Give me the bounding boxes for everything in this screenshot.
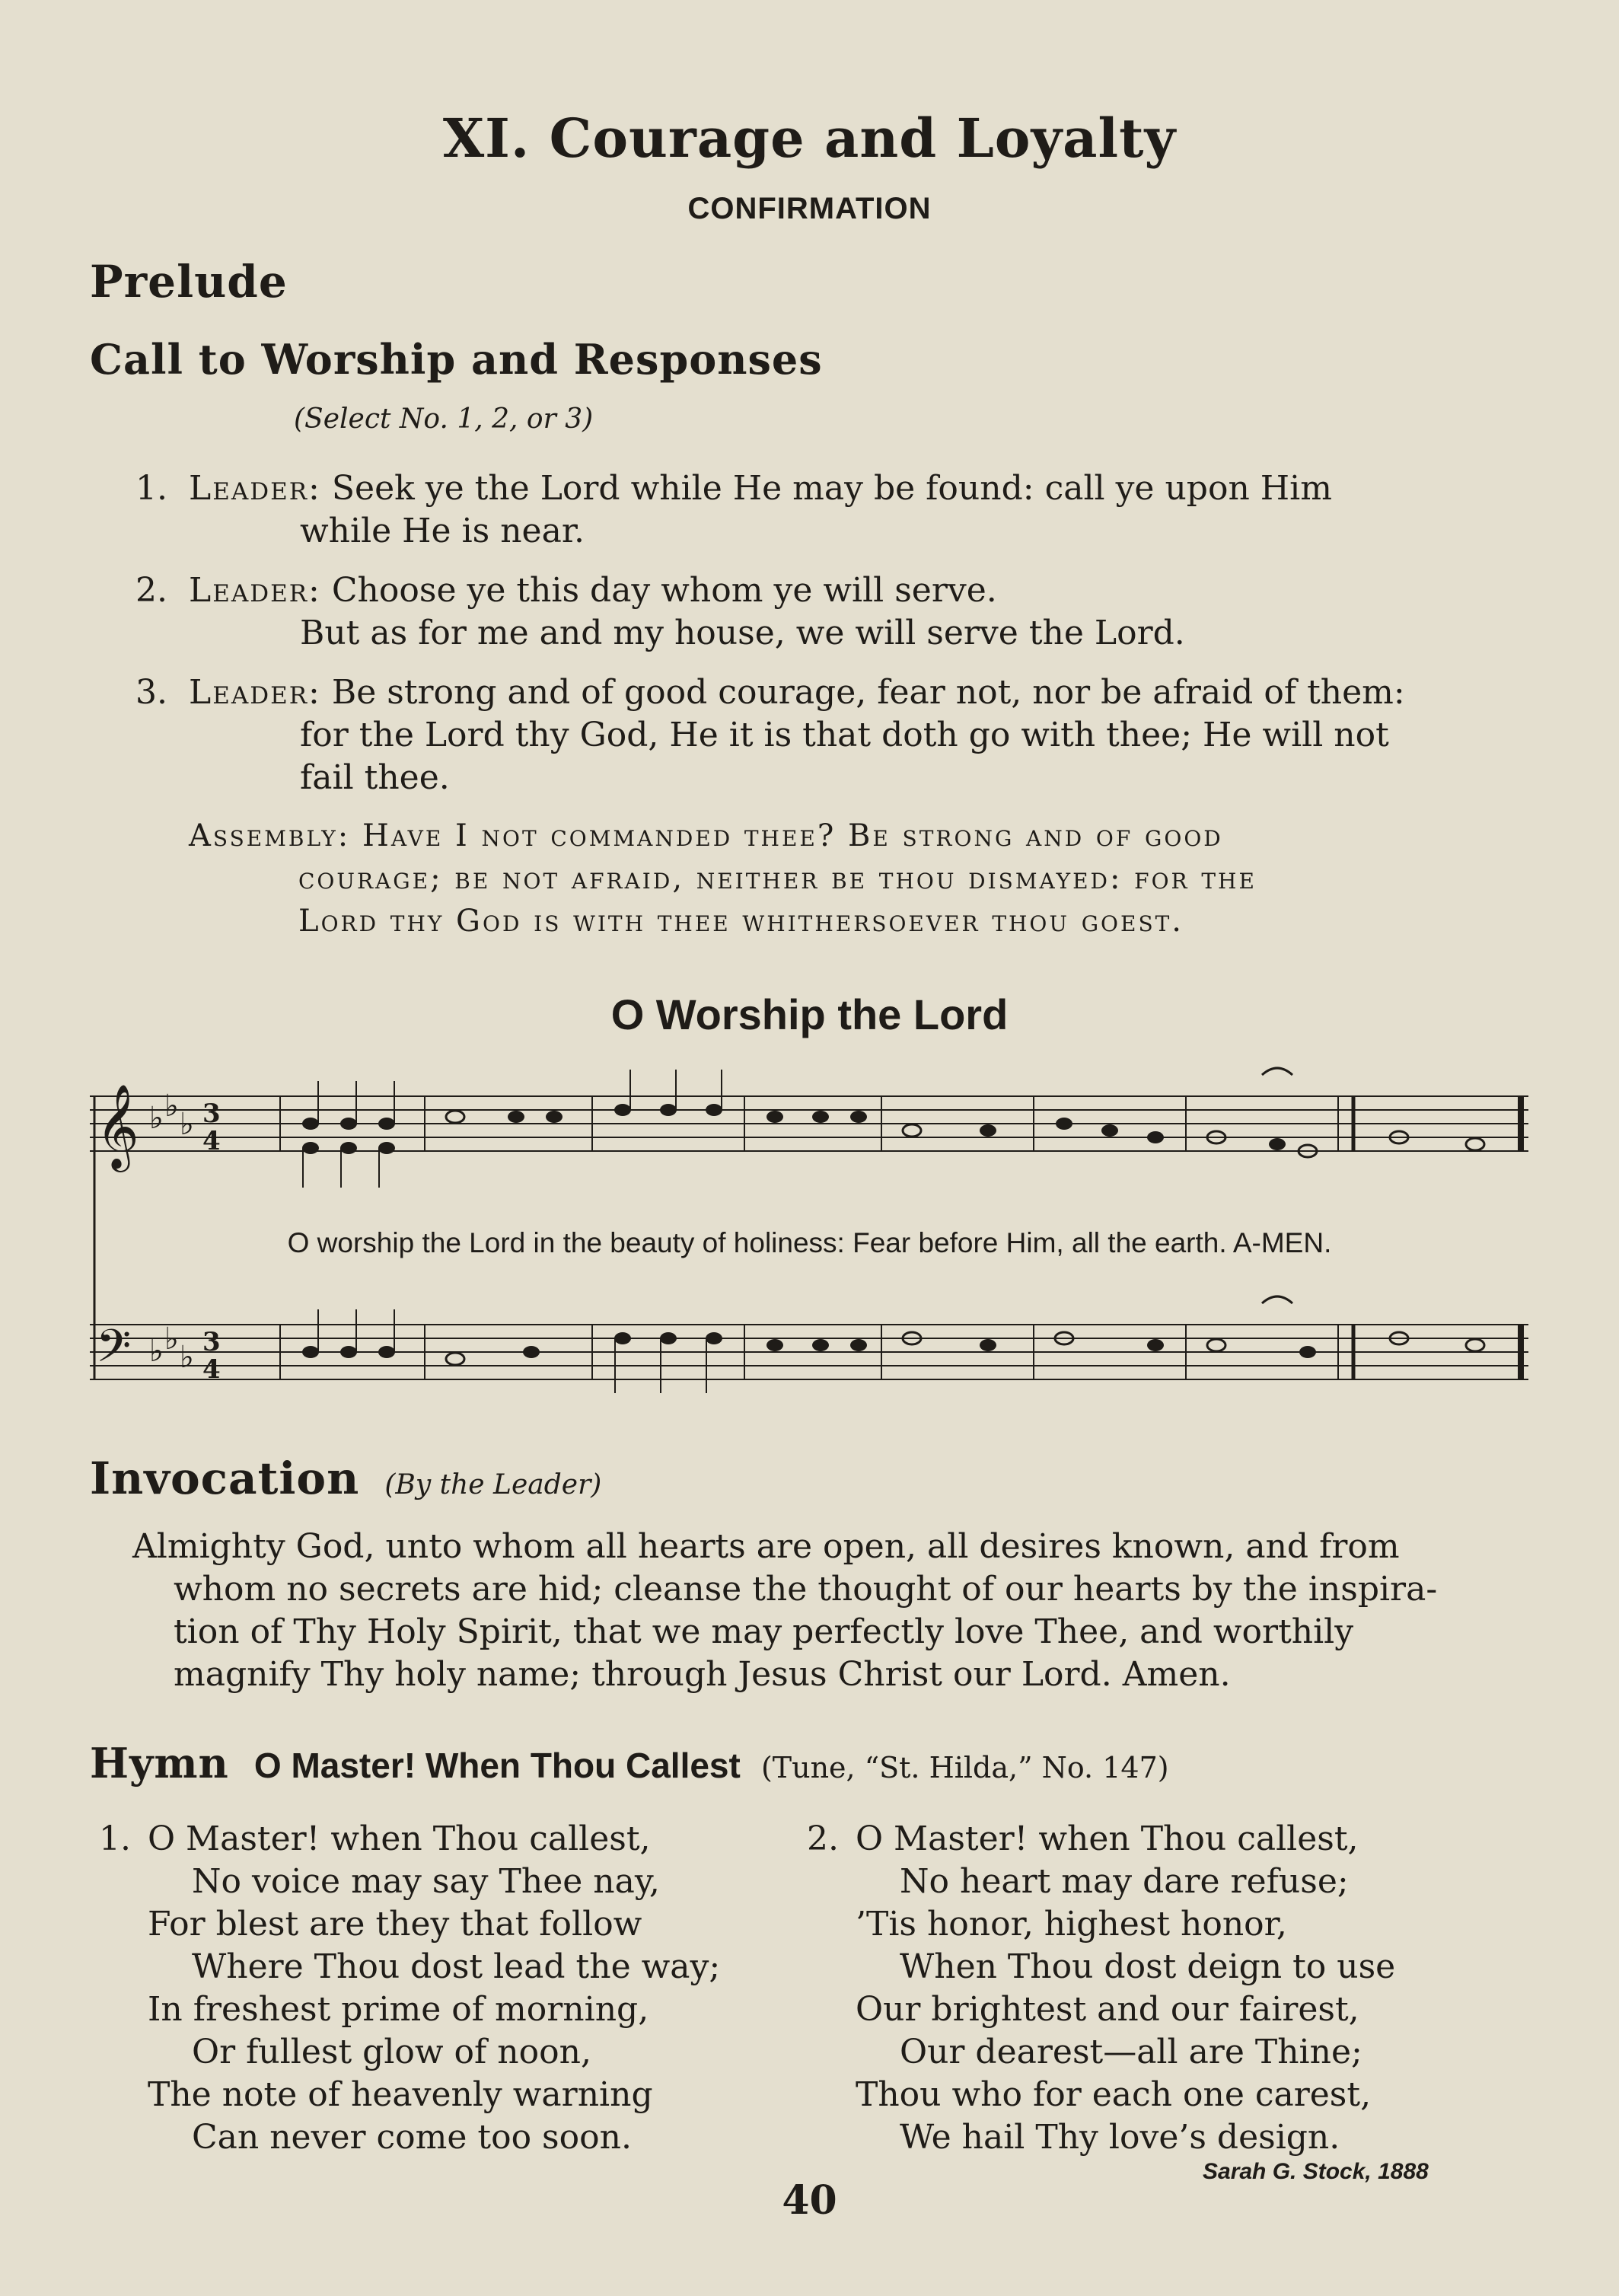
response-3 xyxy=(135,671,1544,799)
svg-text:4: 4 xyxy=(202,1126,221,1156)
svg-text:3: 3 xyxy=(202,1327,221,1357)
prelude-heading: Prelude xyxy=(90,256,288,308)
bass-clef: 𝄢 xyxy=(96,1319,132,1383)
svg-text:♭: ♭ xyxy=(149,1334,164,1369)
svg-text:♭: ♭ xyxy=(164,1322,179,1357)
verse-line: Or fullest glow of noon, xyxy=(192,2033,591,2071)
assembly-line: Lord thy God is with thee whithersoever thou goest. xyxy=(298,904,1184,939)
verse-line: When Thou dost deign to use xyxy=(900,1947,1396,1986)
response-1 xyxy=(135,467,1544,553)
svg-text:4: 4 xyxy=(202,1354,221,1385)
response-cont: fail thee. xyxy=(300,758,450,797)
section-title: XI. Courage and Loyalty xyxy=(442,107,1177,170)
verse-number: 1. xyxy=(99,1819,131,1858)
anthem-title: O Worship the Lord xyxy=(610,990,1009,1038)
verse-line: Where Thou dost lead the way; xyxy=(192,1947,721,1986)
invocation-line: Almighty God, unto whom all hearts are open, all desires known, and from xyxy=(132,1527,1400,1566)
response-number: 3. xyxy=(135,673,167,712)
svg-text:3: 3 xyxy=(202,1099,221,1129)
assembly-response xyxy=(189,815,1559,942)
verse-line: ’Tis honor, highest honor, xyxy=(856,1905,1287,1944)
invocation-heading: Invocation xyxy=(90,1453,360,1504)
fermata-icon xyxy=(1262,1068,1292,1075)
verse-line: For blest are they that follow xyxy=(148,1905,642,1944)
hymn-author: Sarah G. Stock, 1888 xyxy=(1203,2159,1429,2184)
response-cont: But as for me and my house, we will serve the Lord. xyxy=(300,614,1185,652)
hymn-lyrics: O worship the Lord in the beauty of holiness: Fear before Him, all the earth. A-MEN. xyxy=(287,1227,1332,1258)
verse-number: 2. xyxy=(807,1819,839,1858)
hymn-heading: Hymn xyxy=(90,1739,229,1787)
verse-line: O Master! when Thou callest, xyxy=(856,1819,1359,1858)
svg-text:♭: ♭ xyxy=(149,1101,164,1136)
verse-2 xyxy=(807,1818,1568,2159)
verse-line: Our dearest—all are Thine; xyxy=(900,2033,1362,2071)
response-2 xyxy=(135,569,1544,655)
response-text: Be strong and of good courage, fear not, nor be afraid of them: xyxy=(331,673,1405,712)
invocation-line: tion of Thy Holy Spirit, that we may perfectly love Thee, and worthily xyxy=(174,1612,1354,1651)
subtitle: CONFIRMATION xyxy=(687,192,932,225)
verse-1 xyxy=(99,1818,799,2159)
assembly-line: Have I not commanded thee? Be strong and of good xyxy=(362,818,1223,853)
verse-line: Thou who for each one carest, xyxy=(856,2075,1372,2114)
leader-label: Leader: xyxy=(189,571,321,610)
response-text: Choose ye this day whom ye will serve. xyxy=(331,571,997,610)
svg-text:♭: ♭ xyxy=(180,1107,194,1142)
assembly-label: Assembly: xyxy=(189,818,351,853)
verse-line: Our brightest and our fairest, xyxy=(856,1990,1359,2029)
invocation-line: whom no secrets are hid; cleanse the thought of our hearts by the inspira- xyxy=(174,1570,1438,1609)
leader-label: Leader: xyxy=(189,673,321,712)
svg-text:♭: ♭ xyxy=(180,1340,194,1375)
response-cont: while He is near. xyxy=(300,512,585,550)
verse-line: In freshest prime of morning, xyxy=(148,1990,649,2029)
page-number: 40 xyxy=(782,2177,837,2224)
invocation-header xyxy=(90,1453,601,1504)
response-cont: for the Lord thy God, He it is that doth go with thee; He will not xyxy=(300,716,1389,754)
invocation-text xyxy=(132,1526,1556,1696)
leader-label: Leader: xyxy=(189,469,321,508)
response-number: 1. xyxy=(135,469,167,508)
treble-clef: 𝄞 xyxy=(96,1083,139,1169)
verse-line: The note of heavenly warning xyxy=(148,2075,653,2114)
assembly-line: courage; be not afraid, neither be thou dismayed: for the xyxy=(298,861,1257,896)
response-number: 2. xyxy=(135,571,167,610)
verse-line: O Master! when Thou callest, xyxy=(148,1819,651,1858)
select-note: (Select No. 1, 2, or 3) xyxy=(294,403,594,435)
response-text: Seek ye the Lord while He may be found: call ye upon Him xyxy=(331,469,1332,508)
verse-line: No heart may dare refuse; xyxy=(900,1862,1349,1901)
fermata-icon xyxy=(1262,1296,1292,1303)
invocation-note: (By the Leader) xyxy=(384,1469,602,1500)
call-to-worship-heading: Call to Worship and Responses xyxy=(90,335,823,384)
invocation-line: magnify Thy holy name; through Jesus Christ our Lord. Amen. xyxy=(174,1655,1231,1694)
hymn-header xyxy=(90,1739,1169,1787)
verse-line: No voice may say Thee nay, xyxy=(192,1862,660,1901)
verse-line: We hail Thy love’s design. xyxy=(900,2118,1340,2157)
hymn-title: O Master! When Thou Callest xyxy=(253,1746,741,1785)
svg-text:♭: ♭ xyxy=(164,1089,179,1124)
hymn-tune: (Tune, “St. Hilda,” No. 147) xyxy=(760,1751,1169,1784)
verse-line: Can never come too soon. xyxy=(192,2118,632,2157)
